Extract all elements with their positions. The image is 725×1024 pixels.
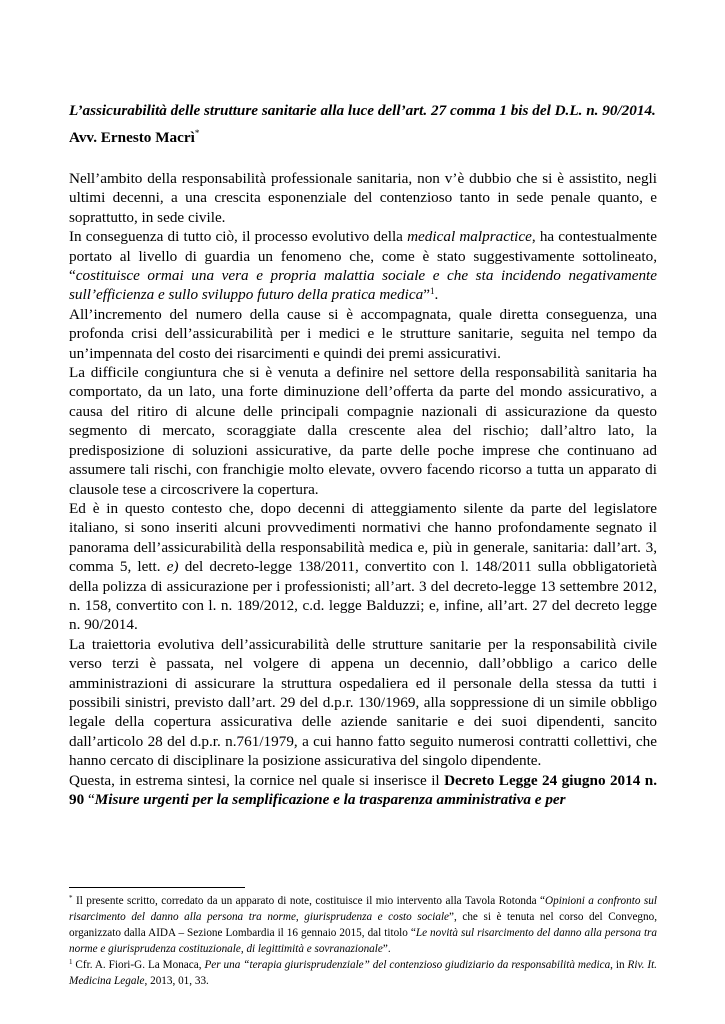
paragraph-2-text: , ha contestualmente portato al livello di guardia un fenomeno che, come è stato suggestivamente sottolineato, “ <box>69 228 657 285</box>
author-name: Avv. Ernesto Macrì <box>69 129 195 146</box>
paragraph-7-decree-title: Misure urgenti per la semplificazione e la trasparenza amministrativa e per <box>94 791 566 808</box>
paragraph-1: Nell’ambito della responsabilità professionale sanitaria, non v’è dubbio che si è assistito, negli ultimi decenni, a una crescita esponenziale del contenzioso tanto in sede penale quanto, e soprattutto, in sede civile. <box>69 170 657 226</box>
paragraph-2-term: medical malpractice <box>407 228 532 246</box>
paragraph-7-text: “ <box>84 791 95 808</box>
footnotes <box>69 893 657 989</box>
paragraph-2-text: ” <box>423 286 430 304</box>
paragraph-4: La difficile congiuntura che si è venuta a definire nel settore della responsabilità sanitaria ha comportato, da un lato, una forte diminuzione dell’offerta da parte del mondo assicurativo, a causa del ritiro di alcune delle principali compagnie nazionali di assicurazione da questo segmento di mercato, scoraggiate dalla crescente alea del rischio; dall’altro lato, la predisposizione di soluzioni assicurative, da parte delle poche imprese che continuano ad assumere tali rischi, con franchigie molto elevate, ovvero facendo ricorso a tutta un apparato di clausole tese a circoscrivere la copertura. <box>69 364 657 498</box>
paragraph-7-decree: Decreto Legge 24 giugno 2014 n. 90 <box>69 771 657 808</box>
paragraph-5-text: del decreto-legge 138/2011, convertito con l. 148/2011 sulla obbligatorietà della polizza di assicurazione per i professionisti; all’art. 3 del decreto-legge 13 settembre 2012, n. 158, convertito con l. n. 189/2012, c.d. legge Balduzzi; e, infine, all’art. 27 del decreto legge n. 90/2014. <box>69 558 657 634</box>
paragraph-2-quote: costituisce ormai una vera e propria malattia sociale e che sta incidendo negativamente sull’efficienza e sullo sviluppo futuro della pratica medica <box>69 267 657 304</box>
paragraph-2-text: In conseguenza di tutto ciò, il processo evolutivo della <box>69 228 408 246</box>
paragraph-2-text: . <box>434 286 439 304</box>
author-line <box>69 122 657 149</box>
footnote-star-text: ”, che si è tenuta nel corso del Convegno, organizzato dalla AIDA – Sezione Lombardia il 16 gennaio 2015, dal titolo “ <box>69 911 658 939</box>
footnote-1-mark: 1 <box>69 958 73 966</box>
footnote-1-text: , in <box>610 959 628 971</box>
paragraph-3: All’incremento del numero della cause si è accompagnata, quale diretta conseguenza, una profonda crisi dell’assicurabilità per i medici e le strutture sanitarie, seguita nel tempo da un’impennata del costo dei risarcimenti e quindi dei premi assicurativi. <box>69 305 657 362</box>
footnote-star-text: Il presente scritto, corredato da un apparato di note, costituisce il mio intervento alla Tavola Rotonda “ <box>72 895 546 907</box>
footnote-1-text: Cfr. A. Fiori-G. La Monaca, <box>72 959 205 971</box>
paragraph-7-text: Questa, in estrema sintesi, la cornice nel quale si inserisce il <box>69 771 445 789</box>
footnote-ref-1[interactable]: 1 <box>429 286 435 297</box>
paragraph-5-text: Ed è in questo contesto che, dopo decenni di atteggiamento silente da parte del legislatore italiano, si sono inseriti alcuni provvedimenti normativi che hanno profondamente segnato il panorama dell’assicurabilità della responsabilità medica e, più in generale, sanitaria: dall’art. 3, comma 5, lett. <box>69 499 657 576</box>
author-footnote-mark: * <box>194 128 200 138</box>
footnote-star-title: Opinioni a confronto sul risarcimento del danno alla persona tra norme, giurisprudenza e costo sociale <box>69 895 657 923</box>
paragraph-7 <box>69 771 657 810</box>
footnote-separator <box>69 887 245 888</box>
paragraph-5 <box>69 499 657 635</box>
footnote-1-journal: Riv. It. Medicina Legale <box>69 959 657 987</box>
footnote-1-text: , 2013, 01, 33. <box>144 975 209 987</box>
footnote-star <box>69 893 657 957</box>
paragraph-5-letter: e) <box>166 558 179 576</box>
footnote-star-text: ”. <box>382 943 391 955</box>
paragraph-6: La traiettoria evolutiva dell’assicurabilità delle strutture sanitarie per la responsabilità civile verso terzi è passata, nel volgere di appena un decennio, dall’obbligo a carico delle amministrazioni di assicurare la struttura ospedaliera ed il personale della stessa da tutti i possibili sinistri, previsto dall’art. 29 del d.p.r. 130/1969, alla soppressione di un simile obbligo legale della copertura assicurativa delle aziende sanitarie e dei suoi dipendenti, sancito dall’articolo 28 del d.p.r. n.761/1979, a cui hanno fatto seguito numerosi contratti collettivi, che hanno cercato di disciplinare la posizione assicurativa del singolo dipendente. <box>69 635 657 770</box>
footnote-star-title: Le novità sul risarcimento del danno alla persona tra norme e giurisprudenza costituzionale, di legittimità e sovranazionale <box>69 927 657 955</box>
document-page <box>69 100 657 809</box>
document-body <box>69 169 657 809</box>
footnote-star-mark: * <box>69 894 73 902</box>
footnote-1 <box>69 957 657 989</box>
paragraph-2 <box>69 227 657 305</box>
footnote-1-title: Per una “terapia giurisprudenziale” del contenzioso giudiziario da responsabilità medica <box>204 959 611 971</box>
document-title: L’assicurabilità delle strutture sanitarie alla luce dell’art. 27 comma 1 bis del D.L. n. 90/2014. <box>69 102 656 119</box>
